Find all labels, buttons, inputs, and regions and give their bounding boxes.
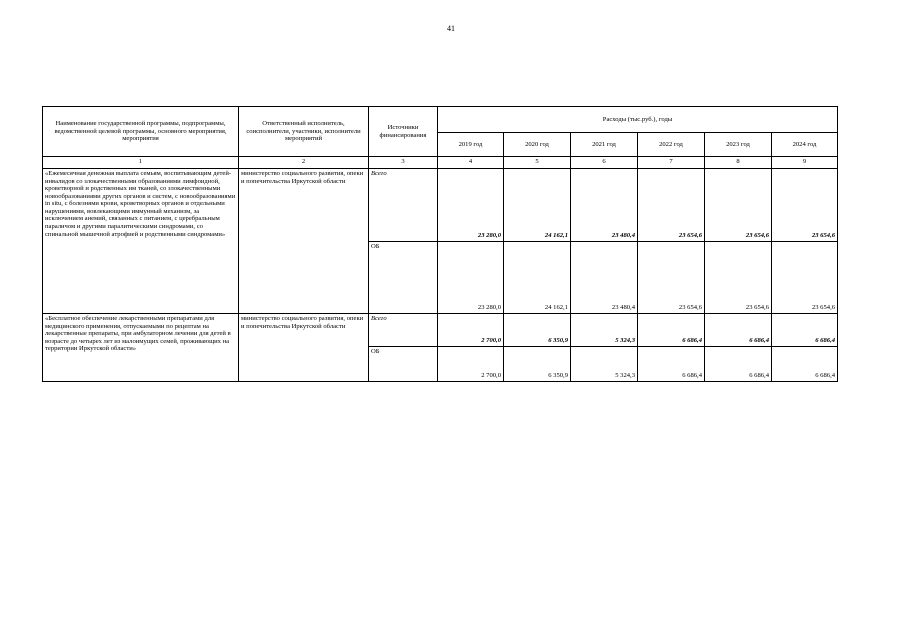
total-value: 23 654,6 [705, 169, 772, 242]
col-number: 3 [369, 157, 438, 169]
ob-value: 23 654,6 [772, 242, 838, 314]
header-year: 2022 год [638, 133, 705, 157]
source-total-label: Всего [369, 314, 438, 347]
col-number: 2 [239, 157, 369, 169]
ob-value: 23 480,4 [571, 242, 638, 314]
header-responsible: Ответственный исполнитель, соисполнители, участники, исполнители мероприятий [239, 107, 369, 157]
col-number: 1 [43, 157, 239, 169]
measure-name: «Ежемесячная денежная выплата семьям, воспитывающим детей-инвалидов со злокачественными образованиями лимфоидной, кроветворной и родственных им тканей, со злокачественными новообразованиями других органов и систем, с новообразованиями in situ, с болезнями крови, кроветворных органов и отдельными нарушениями, вовлекающими иммунный механизм, за исключением анемий, связанных с питанием, с церебральным параличом и другими паралитическими синдромами, со спинальной мышечной атрофией и родственными синдромами» [43, 169, 239, 314]
responsible-executor: министерство социального развития, опеки и попечительства Иркутской области [239, 314, 369, 382]
total-value: 24 162,1 [504, 169, 571, 242]
total-value: 23 654,6 [638, 169, 705, 242]
ob-value: 24 162,1 [504, 242, 571, 314]
header-year: 2023 год [705, 133, 772, 157]
budget-table [42, 106, 838, 382]
ob-value: 5 324,3 [571, 347, 638, 382]
col-number: 5 [504, 157, 571, 169]
source-ob-label: ОБ [369, 242, 438, 314]
total-value: 23 654,6 [772, 169, 838, 242]
header-year: 2024 год [772, 133, 838, 157]
col-number: 7 [638, 157, 705, 169]
col-number: 4 [438, 157, 504, 169]
page-number: 41 [447, 24, 455, 33]
ob-value: 6 686,4 [638, 347, 705, 382]
col-number: 8 [705, 157, 772, 169]
total-value: 6 350,9 [504, 314, 571, 347]
col-number: 6 [571, 157, 638, 169]
ob-value: 6 686,4 [772, 347, 838, 382]
header-year: 2019 год [438, 133, 504, 157]
ob-value: 6 686,4 [705, 347, 772, 382]
header-name: Наименование государственной программы, подпрограммы, ведомственной целевой программы, основного мероприятия, мероприятия [43, 107, 239, 157]
header-sources: Источники финансирования [369, 107, 438, 157]
ob-value: 2 700,0 [438, 347, 504, 382]
total-value: 6 686,4 [772, 314, 838, 347]
measure-name: «Бесплатное обеспечение лекарственными препаратами для медицинского применения, отпускаемыми по рецептам на лекарственные препараты, при амбулаторном лечении для детей в возрасте до четырех лет из малоимущих семей, проживающих на территории Иркутской области» [43, 314, 239, 382]
header-expenses: Расходы (тыс.руб.), годы [438, 107, 838, 133]
ob-value: 23 654,6 [638, 242, 705, 314]
total-value: 5 324,3 [571, 314, 638, 347]
responsible-executor: министерство социального развития, опеки и попечительства Иркутской области [239, 169, 369, 314]
ob-value: 23 654,6 [705, 242, 772, 314]
header-year: 2021 год [571, 133, 638, 157]
total-value: 6 686,4 [705, 314, 772, 347]
total-value: 2 700,0 [438, 314, 504, 347]
total-value: 6 686,4 [638, 314, 705, 347]
source-total-label: Всего [369, 169, 438, 242]
source-ob-label: ОБ [369, 347, 438, 382]
ob-value: 6 350,9 [504, 347, 571, 382]
total-value: 23 280,0 [438, 169, 504, 242]
header-year: 2020 год [504, 133, 571, 157]
ob-value: 23 280,0 [438, 242, 504, 314]
total-value: 23 480,4 [571, 169, 638, 242]
col-number: 9 [772, 157, 838, 169]
